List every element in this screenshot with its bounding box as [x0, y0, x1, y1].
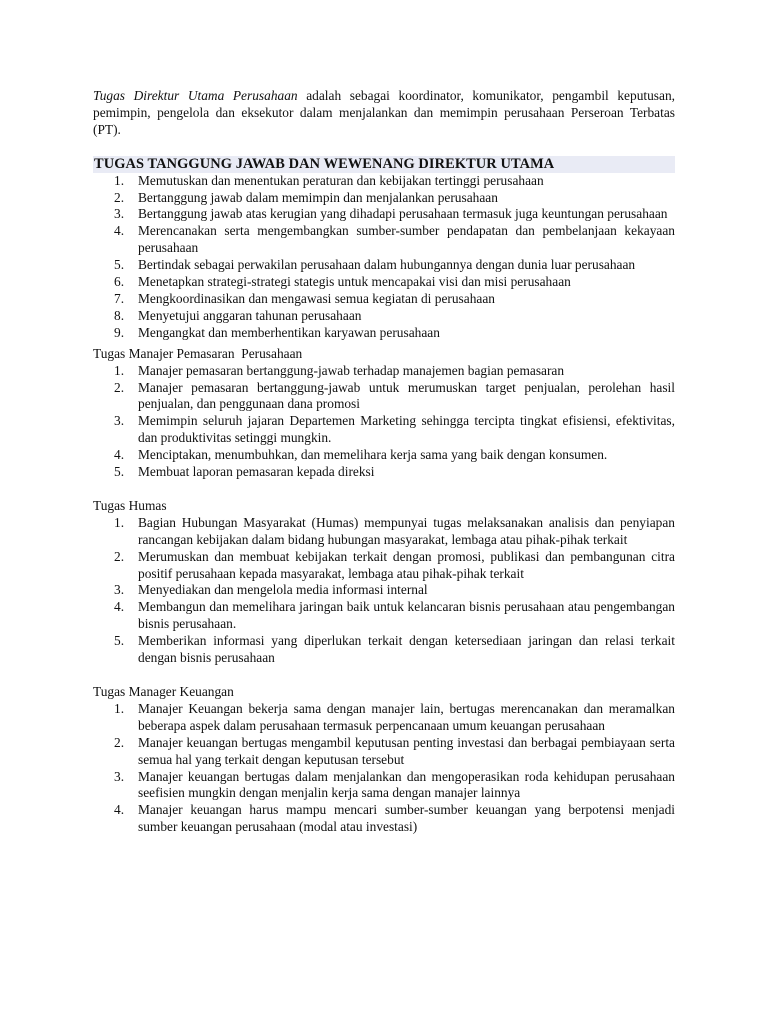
humas-list — [93, 515, 675, 667]
item-text: Memutuskan dan menentukan peraturan dan kebijakan tertinggi perusahaan — [138, 172, 544, 188]
item-number: 3. — [114, 582, 125, 598]
item-text: Manajer pemasaran bertanggung-jawab terhadap manajemen bagian pemasaran — [138, 362, 565, 378]
item-text: Membangun dan memelihara jaringan baik untuk kelancaran bisnis perusahaan atau pengembangan bisnis perusahaan. — [138, 599, 675, 632]
item-number: 2. — [114, 548, 125, 564]
list-item — [93, 291, 675, 308]
item-number: 8. — [114, 307, 125, 323]
intro-paragraph — [93, 88, 675, 139]
item-text: Memimpin seluruh jajaran Departemen Marketing sehingga tercipta tingkat efisiensi, efektivitas, dan produktivitas setinggi mungkin. — [138, 413, 675, 446]
list-item — [93, 633, 675, 667]
item-text: Menetapkan strategi-strategi stategis untuk mencapakai visi dan misi perusahaan — [138, 274, 571, 290]
item-number: 1. — [114, 362, 125, 378]
list-item — [93, 257, 675, 274]
item-text: Bertindak sebagai perwakilan perusahaan dalam hubungannya dengan dunia luar perusahaan — [138, 257, 636, 273]
item-number: 4. — [114, 802, 125, 818]
list-item — [93, 447, 675, 464]
item-number: 1. — [114, 700, 125, 716]
humas-title: Tugas Humas — [93, 497, 167, 513]
list-item — [93, 363, 675, 380]
item-number: 1. — [114, 514, 125, 530]
item-text: Manajer Keuangan bekerja sama dengan manajer lain, bertugas merencanakan dan meramalkan beberapa aspek dalam perusahaan termasuk perpencanaan umum keuangan perusahaan — [138, 700, 675, 733]
item-number: 4. — [114, 447, 125, 463]
direktur-heading: TUGAS TANGGUNG JAWAB DAN WEWENANG DIREKTUR UTAMA — [93, 156, 675, 173]
intro-italic-lead: Tugas Direktur Utama Perusahaan — [93, 88, 298, 103]
list-item — [93, 380, 675, 414]
item-number: 5. — [114, 464, 125, 480]
list-item — [93, 464, 675, 481]
item-text: Menyetujui anggaran tahunan perusahaan — [138, 307, 362, 323]
list-item — [93, 769, 675, 803]
item-number: 2. — [114, 734, 125, 750]
list-item — [93, 413, 675, 447]
list-item — [93, 274, 675, 291]
item-number: 2. — [114, 189, 125, 205]
item-number: 4. — [114, 223, 125, 239]
list-item — [93, 582, 675, 599]
item-text: Manajer keuangan harus mampu mencari sumber-sumber keuangan yang berpotensi menjadi sumber keuangan perusahaan (modal atau investasi) — [138, 802, 675, 835]
pemasaran-list — [93, 363, 675, 481]
list-item — [93, 325, 675, 342]
list-item — [93, 190, 675, 207]
item-number: 2. — [114, 379, 125, 395]
intro-text: adalah sebagai koordinator, komunikator, pengambil keputusan, pemimpin, pengelola dan eksekutor dalam menjalankan dan memimpin perusahaan Perseroan Terbatas (PT). — [93, 88, 676, 137]
list-item — [93, 735, 675, 769]
item-number: 4. — [114, 599, 125, 615]
item-number: 1. — [114, 172, 125, 188]
item-number: 9. — [114, 324, 125, 340]
item-number: 5. — [114, 633, 125, 649]
item-text: Merencanakan serta mengembangkan sumber-sumber pendapatan dan pembelanjaan kekayaan perusahaan — [138, 223, 675, 256]
item-text: Bagian Hubungan Masyarakat (Humas) mempunyai tugas melaksanakan analisis dan penyiapan rancangan kebijakan dalam bidang hubungan masyarakat, lembaga atau pihak-pihak terkait — [138, 514, 675, 547]
list-item — [93, 515, 675, 549]
item-text: Membuat laporan pemasaran kepada direksi — [138, 464, 375, 480]
item-text: Manajer pemasaran bertanggung-jawab untuk merumuskan target penjualan, perolehan hasil penjualan, dan penggunaan dana promosi — [138, 379, 675, 412]
item-text: Memberikan informasi yang diperlukan terkait dengan ketersediaan jaringan dan relasi terkait dengan bisnis perusahaan — [138, 633, 675, 666]
item-text: Menciptakan, menumbuhkan, dan memelihara kerja sama yang baik dengan konsumen. — [138, 447, 608, 463]
list-item — [93, 173, 675, 190]
item-number: 3. — [114, 206, 125, 222]
item-text: Manajer keuangan bertugas mengambil keputusan penting investasi dan berbagai pembiayaan serta semua hal yang terkait dengan keputusan tersebut — [138, 734, 675, 767]
item-number: 5. — [114, 257, 125, 273]
item-text: Manajer keuangan bertugas dalam menjalankan dan mengoperasikan roda kehidupan perusahaan seefisien mungkin dengan menjalin kerja sama dengan manajer lainnya — [138, 768, 675, 801]
document-page — [93, 88, 675, 836]
item-number: 6. — [114, 274, 125, 290]
pemasaran-title: Tugas Manajer Pemasaran Perusahaan — [93, 345, 303, 361]
list-item — [93, 308, 675, 325]
direktur-list — [93, 173, 675, 342]
item-number: 3. — [114, 413, 125, 429]
spacer — [93, 481, 675, 498]
item-text: Mengkoordinasikan dan mengawasi semua kegiatan di perusahaan — [138, 290, 495, 306]
list-item — [93, 223, 675, 257]
keuangan-list — [93, 701, 675, 836]
item-text: Merumuskan dan membuat kebijakan terkait dengan promosi, publikasi dan pembangunan citra positif perusahaan kepada masyarakat, lembaga atau pihak-pihak terkait — [138, 548, 675, 581]
list-item — [93, 599, 675, 633]
item-number: 3. — [114, 768, 125, 784]
item-text: Bertanggung jawab dalam memimpin dan menjalankan perusahaan — [138, 189, 498, 205]
item-text: Menyediakan dan mengelola media informasi internal — [138, 582, 428, 598]
list-item — [93, 549, 675, 583]
item-text: Mengangkat dan memberhentikan karyawan perusahaan — [138, 324, 440, 340]
item-number: 7. — [114, 290, 125, 306]
list-item — [93, 701, 675, 735]
spacer — [93, 667, 675, 684]
item-text: Bertanggung jawab atas kerugian yang dihadapi perusahaan termasuk juga keuntungan perusahaan — [138, 206, 668, 222]
list-item — [93, 206, 675, 223]
list-item — [93, 802, 675, 836]
keuangan-title: Tugas Manager Keuangan — [93, 684, 234, 699]
